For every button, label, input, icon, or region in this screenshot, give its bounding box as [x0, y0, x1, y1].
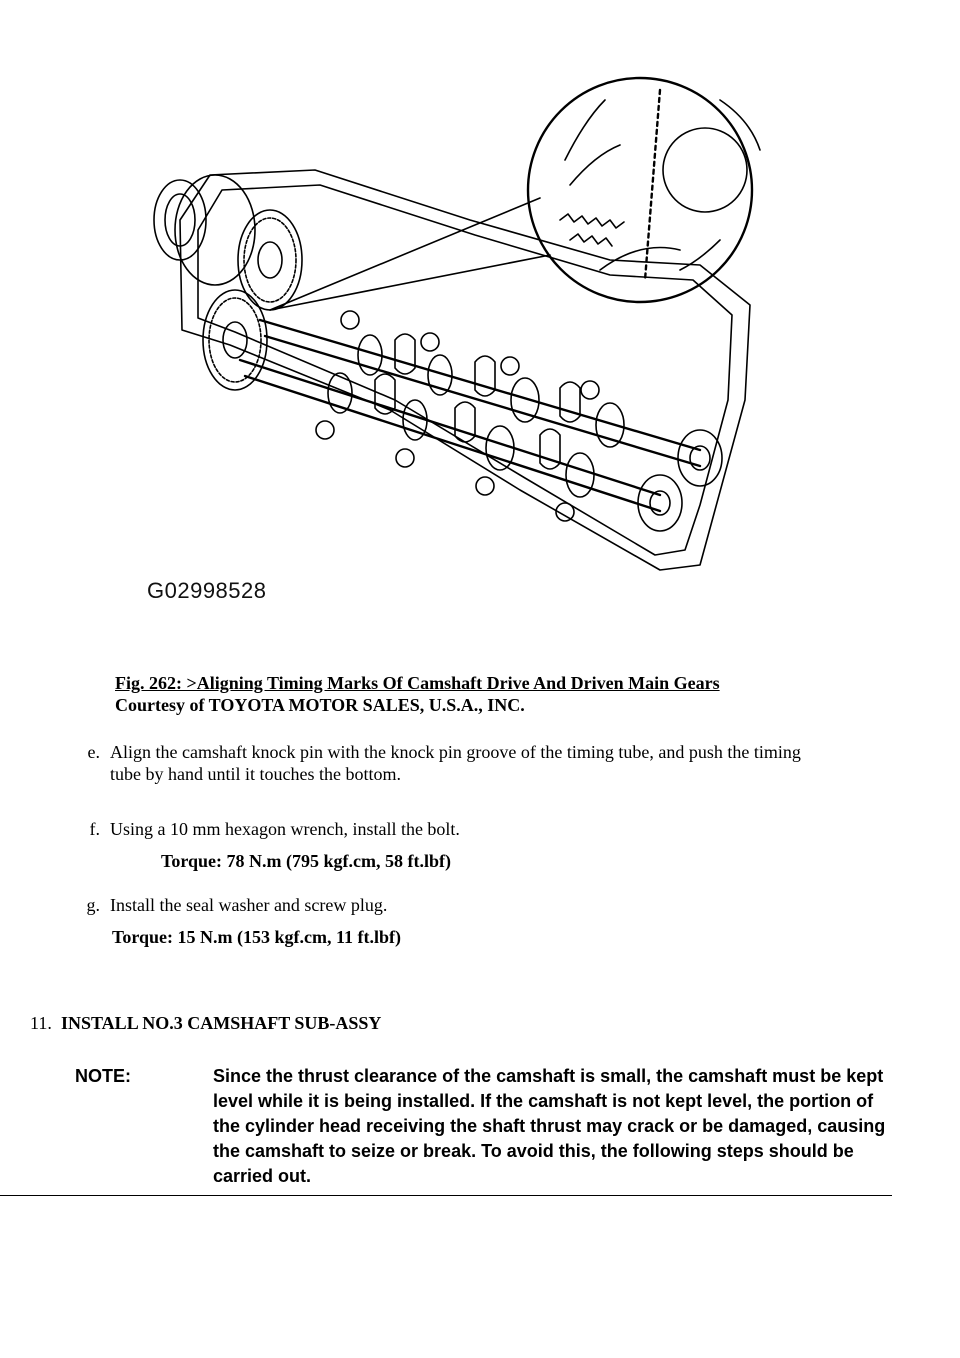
step-text: Install the seal washer and screw plug. [110, 895, 388, 915]
page-divider [0, 1195, 892, 1196]
camshaft-illustration-icon [140, 70, 840, 615]
figure-code: G02998528 [147, 578, 267, 603]
step-label: e. [87, 742, 100, 762]
step-label: f. [89, 819, 100, 839]
section-number: 11. [30, 1013, 52, 1033]
figure-caption [115, 672, 720, 716]
step-label: g. [86, 895, 100, 915]
step-text: Using a 10 mm hexagon wrench, install the bolt. [110, 819, 460, 839]
figure-courtesy: Courtesy of TOYOTA MOTOR SALES, U.S.A., INC. [115, 695, 525, 715]
section-title: INSTALL NO.3 CAMSHAFT SUB-ASSY [61, 1013, 382, 1033]
camshaft-figure [140, 70, 840, 615]
step-text: Align the camshaft knock pin with the knock pin groove of the timing tube, and push the timing tube by hand until it touches the bottom. [110, 742, 801, 784]
figure-title: Fig. 262: >Aligning Timing Marks Of Camshaft Drive And Driven Main Gears [115, 673, 720, 693]
note-label: NOTE: [75, 1066, 131, 1086]
note-text: Since the thrust clearance of the camshaft is small, the camshaft must be kept level while it is being installed. If the camshaft is not kept level, the portion of the cylinder head receiving the shaft thrust may crack or be damaged, causing the camshaft to seize or break. To avoid this, the following steps should be carried out. [213, 1066, 886, 1186]
torque-spec: Torque: 78 N.m (795 kgf.cm, 58 ft.lbf) [161, 851, 451, 871]
torque-spec: Torque: 15 N.m (153 kgf.cm, 11 ft.lbf) [112, 927, 401, 947]
